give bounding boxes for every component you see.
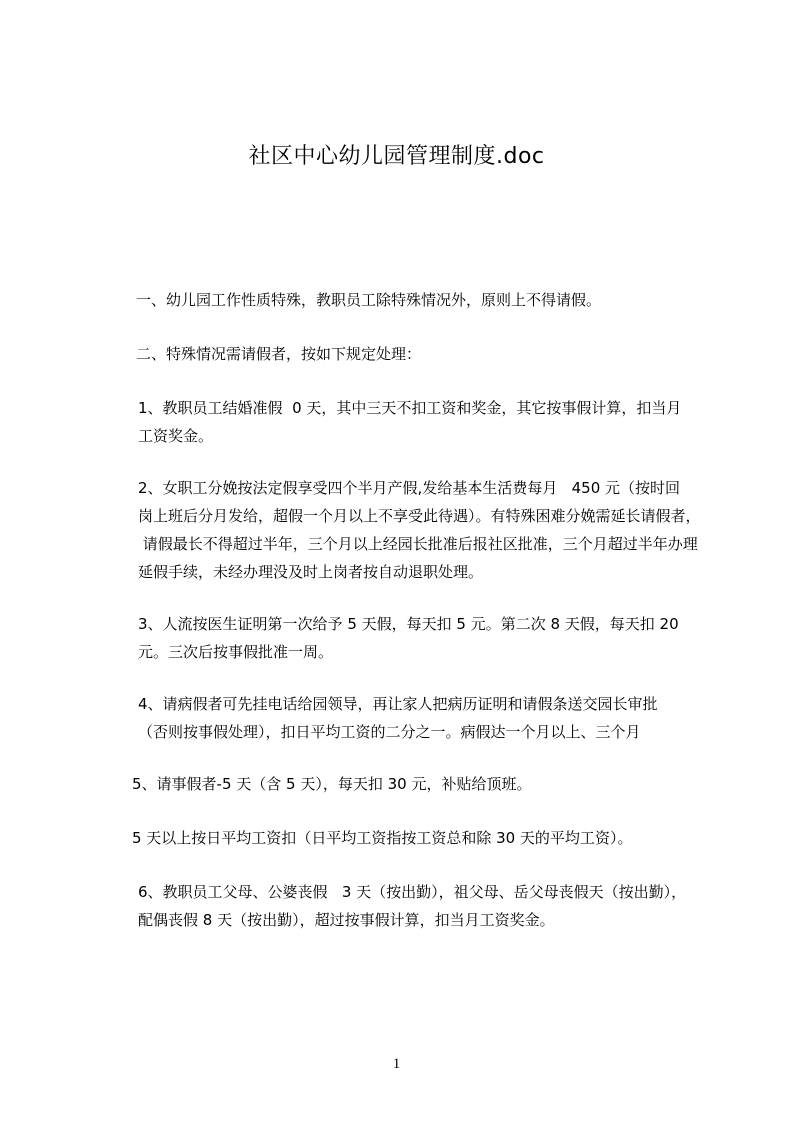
paragraph-line: 岗上班后分月发给，超假一个月以上不享受此待遇）。有特殊困难分娩需延长请假者，	[138, 507, 701, 525]
paragraph-line: 5 天以上按日平均工资扣（日平均工资指按工资总和除 30 天的平均工资）。	[132, 829, 633, 847]
page-number: 1	[392, 1056, 401, 1072]
paragraph-line: 2、女职工分娩按法定假享受四个半月产假,发给基本生活费每月 450 元（按时回	[138, 479, 681, 497]
paragraph-9	[104, 878, 704, 934]
paragraph-4	[104, 474, 704, 586]
paragraph-line: 3、人流按医生证明第一次给予 5 天假，每天扣 5 元。第二次 8 天假，每天扣 20	[138, 615, 679, 633]
paragraph-line: 1、教职员工结婚准假 0 天，其中三天不扣工资和奖金，其它按事假计算，扣当月	[138, 399, 682, 417]
paragraph-line: 延假手续，未经办理没及时上岗者按自动退职处理。	[138, 563, 484, 581]
paragraph-line: 工资奖金。	[138, 427, 214, 445]
paragraph-line: 6、教职员工父母、公婆丧假 3 天（按出勤），祖父母、岳父母丧假天（按出勤），	[138, 883, 687, 901]
paragraph-line: （否则按事假处理），扣日平均工资的二分之一。病假达一个月以上、三个月	[138, 723, 641, 741]
paragraph-1	[104, 286, 704, 314]
paragraph-3	[104, 394, 704, 450]
paragraph-6	[104, 690, 704, 746]
paragraph-7	[104, 770, 704, 798]
paragraph-line: 5、请事假者-5 天（含 5 天），每天扣 30 元，补贴给顶班。	[132, 775, 532, 793]
paragraph-line: 一、幼儿园工作性质特殊，教职员工除特殊情况外，原则上不得请假。	[136, 291, 602, 309]
paragraph-2	[104, 340, 704, 368]
paragraph-line: 元。三次后按事假批准一周。	[138, 643, 334, 661]
paragraph-line: 4、请病假者可先挂电话给园领导，再让家人把病历证明和请假条送交园长审批	[138, 695, 658, 713]
document-title: 社区中心幼儿园管理制度.doc	[248, 144, 545, 169]
paragraph-5	[104, 610, 704, 666]
paragraph-line: 配偶丧假 8 天（按出勤），超过按事假计算，扣当月工资奖金。	[138, 911, 555, 929]
paragraph-line: 二、特殊情况需请假者，按如下规定处理：	[136, 345, 422, 363]
paragraph-line: 请假最长不得超过半年，三个月以上经园长批准后报社区批准，三个月超过半年办理	[138, 535, 698, 553]
paragraph-8	[104, 824, 704, 852]
document-body	[104, 286, 704, 960]
